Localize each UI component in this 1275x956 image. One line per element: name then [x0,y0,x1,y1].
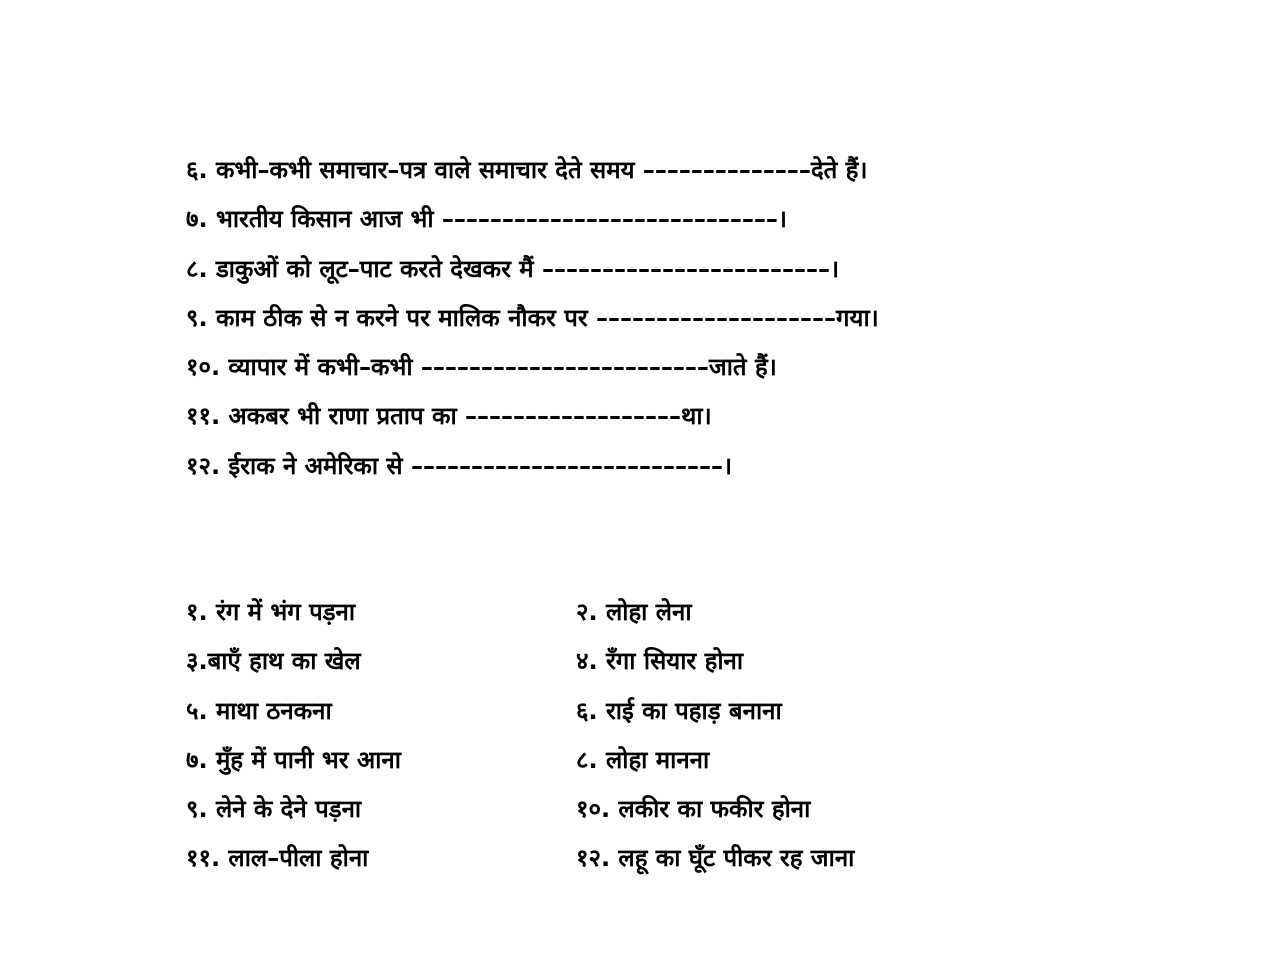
sentence-7: ७. भारतीय किसान आज भी ––––––––––––––––––––––––––––। [186,205,788,234]
idiom-11: ११. लाल–पीला होना [186,844,369,873]
idiom-5: ५. माथा ठनकना [186,696,332,725]
sentence-10: १०. व्यापार में कभी–कभी ––––––––––––––––––––––––जाते हैं। [186,353,777,382]
idiom-4: ४. रँगा सियार होना [576,647,744,676]
sentence-11: ११. अकबर भी राणा प्रताप का ––––––––––––––––––था। [186,402,712,431]
idiom-7: ७. मुँह में पानी भर आना [186,745,401,774]
sentence-8: ८. डाकुओं को लूट–पाट करते देखकर मैं ––––––––––––––––––––––––। [186,254,840,283]
idiom-9: ९. लेने के देने पड़ना [186,795,362,824]
idiom-12: १२. लहू का घूँट पीकर रह जाना [576,844,855,873]
idiom-6: ६. राई का पहाड़ बनाना [576,696,782,725]
fill-in-the-blanks-list [186,146,879,491]
sentence-9: ९. काम ठीक से न करने पर मालिक नौकर पर ––––––––––––––––––––गया। [186,303,879,332]
sentence-6: ६. कभी–कभी समाचार–पत्र वाले समाचार देते समय ––––––––––––––देते हैं। [186,156,868,184]
idiom-10: १०. लकीर का फकीर होना [576,795,811,824]
sentence-12: १२. ईराक ने अमेरिका से ––––––––––––––––––––––––––। [186,451,733,480]
idiom-2: २. लोहा लेना [576,598,692,626]
idiom-3: ३.बाएँ हाथ का खेल [186,647,361,676]
idiom-1: १. रंग में भंग पड़ना [186,598,356,626]
idiom-8: ८. लोहा मानना [576,745,710,774]
idioms-grid [186,588,946,884]
